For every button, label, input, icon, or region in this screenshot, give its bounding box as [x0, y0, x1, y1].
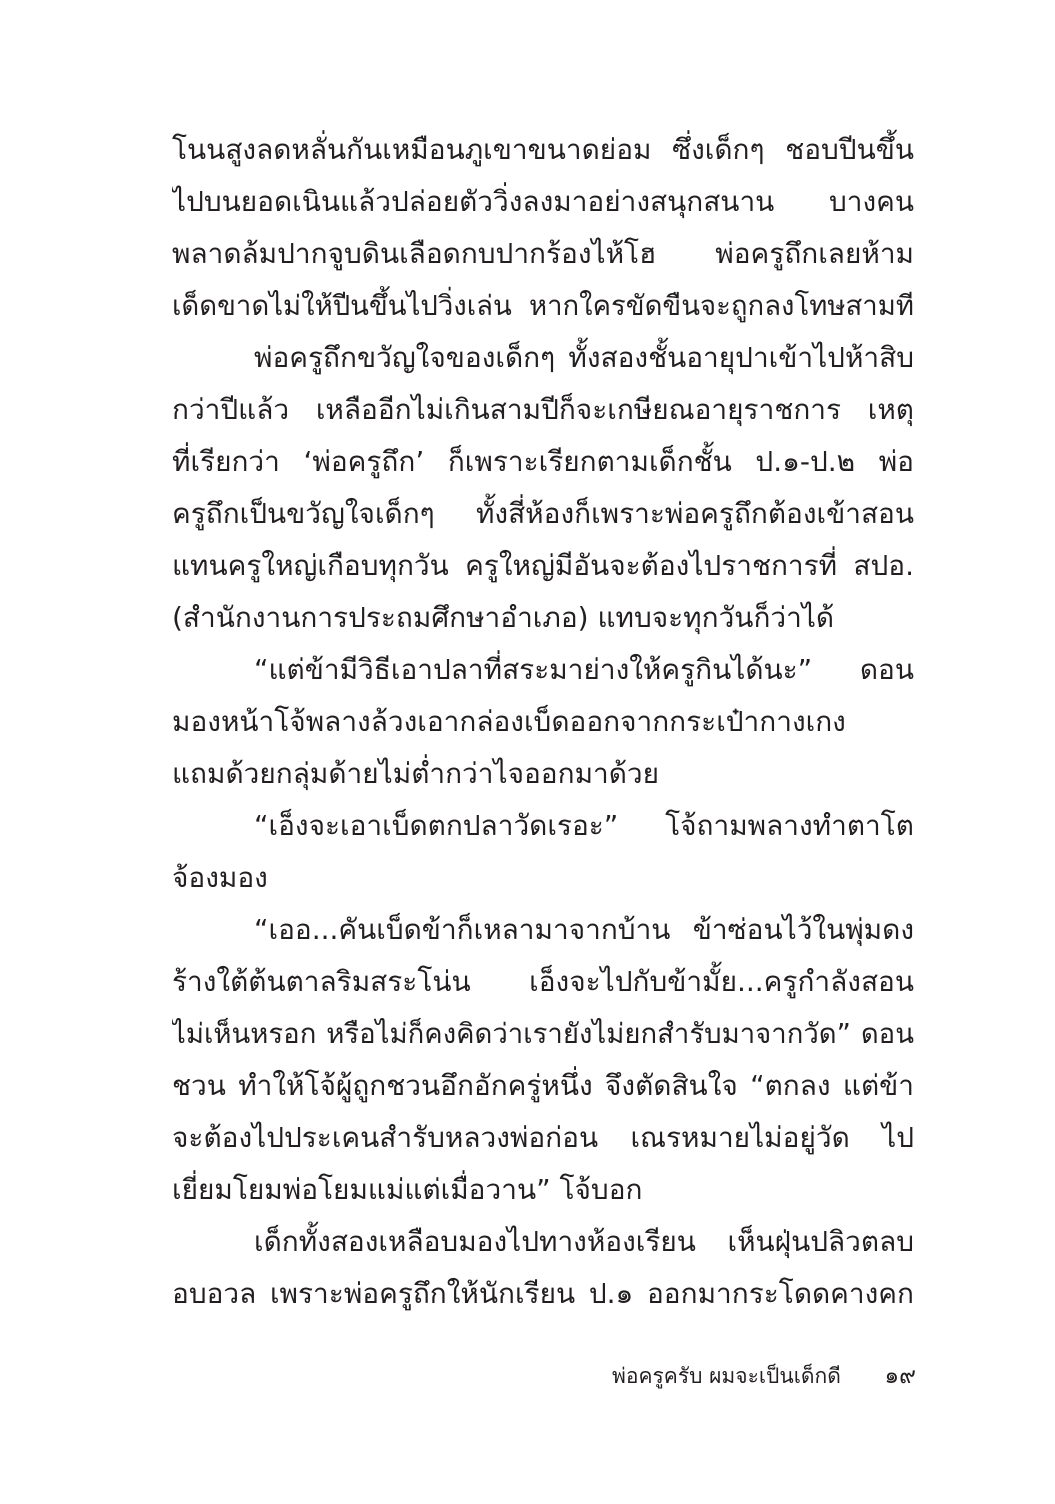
body-text: [172, 124, 914, 1320]
text-line: ครูถึกเป็นขวัญใจเด็กๆ ทั้งสี่ห้องก็เพราะพ่อครูถึกต้องเข้าสอน: [172, 497, 914, 530]
text-line: มองหน้าโจ้พลางล้วงเอากล่องเบ็ดออกจากกระเป๋ากางเกง: [172, 705, 846, 738]
paragraph-last-line: เยี่ยมโยมพ่อโยมแม่แต่เมื่อวาน” โจ้บอก: [172, 1173, 643, 1206]
text-line: ไปบนยอดเนินแล้วปล่อยตัววิ่งลงมาอย่างสนุกสนาน บางคน: [172, 185, 914, 218]
text-line: ร้างใต้ต้นตาลริมสระโน่น เอ็งจะไปกับข้ามั้ย...ครูกำลังสอน: [172, 965, 914, 998]
page-footer: [560, 1358, 916, 1394]
text-line: ชวน ทำให้โจ้ผู้ถูกชวนอึกอักครู่หนึ่ง จึงตัดสินใจ “ตกลง แต่ข้า: [172, 1069, 914, 1102]
text-line: เด็ดขาดไม่ให้ปีนขึ้นไปวิ่งเล่น หากใครขัดขืนจะถูกลงโทษสามที: [172, 290, 914, 322]
text-line: ไม่เห็นหรอก หรือไม่ก็คงคิดว่าเรายังไม่ยกสำรับมาจากวัด” ดอน: [172, 1018, 914, 1050]
text-line: พลาดล้มปากจูบดินเลือดกบปากร้องไห้โฮ พ่อครูถึกเลยห้าม: [172, 237, 914, 270]
paragraph-first-line: “แต่ข้ามีวิธีเอาปลาที่สระมาย่างให้ครูกินได้นะ” ดอน: [254, 653, 914, 686]
paragraph-last-line: จ้องมอง: [172, 861, 268, 894]
paragraph-first-line: “เอ็งจะเอาเบ็ดตกปลาวัดเรอะ” โจ้ถามพลางทำตาโต: [254, 809, 914, 842]
running-title: พ่อครูครับ ผมจะเป็นเด็กดี: [612, 1364, 841, 1388]
page-number: ๑๙: [884, 1363, 916, 1389]
text-line: แทนครูใหญ่เกือบทุกวัน ครูใหญ่มีอันจะต้องไปราชการที่ สปอ.: [172, 549, 914, 582]
text-line: ที่เรียกว่า ‘พ่อครูถึก’ ก็เพราะเรียกตามเด็กชั้น ป.๑-ป.๒ พ่อ: [172, 445, 914, 478]
paragraph-last-line: แถมด้วยกลุ่มด้ายไม่ต่ำกว่าไจออกมาด้วย: [172, 757, 660, 790]
paragraph-last-line: (สำนักงานการประถมศึกษาอำเภอ) แทบจะทุกวันก็ว่าได้: [172, 601, 835, 634]
paragraph-first-line: “เออ...คันเบ็ดข้าก็เหลามาจากบ้าน ข้าซ่อนไว้ในพุ่มดง: [254, 913, 914, 946]
text-line: จะต้องไปประเคนสำรับหลวงพ่อก่อน เณรหมายไม่อยู่วัด ไป: [172, 1121, 914, 1154]
text-line: อบอวล เพราะพ่อครูถึกให้นักเรียน ป.๑ ออกมากระโดดคางคก: [172, 1277, 914, 1310]
paragraph-first-line: พ่อครูถึกขวัญใจของเด็กๆ ทั้งสองชั้นอายุปาเข้าไปห้าสิบ: [254, 341, 914, 374]
text-line: โนนสูงลดหลั่นกันเหมือนภูเขาขนาดย่อม ซึ่งเด็กๆ ชอบปีนขึ้น: [172, 133, 914, 166]
paragraph-first-line: เด็กทั้งสองเหลือบมองไปทางห้องเรียน เห็นฝุ่นปลิวตลบ: [254, 1225, 914, 1258]
text-line: กว่าปีแล้ว เหลืออีกไม่เกินสามปีก็จะเกษียณอายุราชการ เหตุ: [172, 393, 914, 426]
